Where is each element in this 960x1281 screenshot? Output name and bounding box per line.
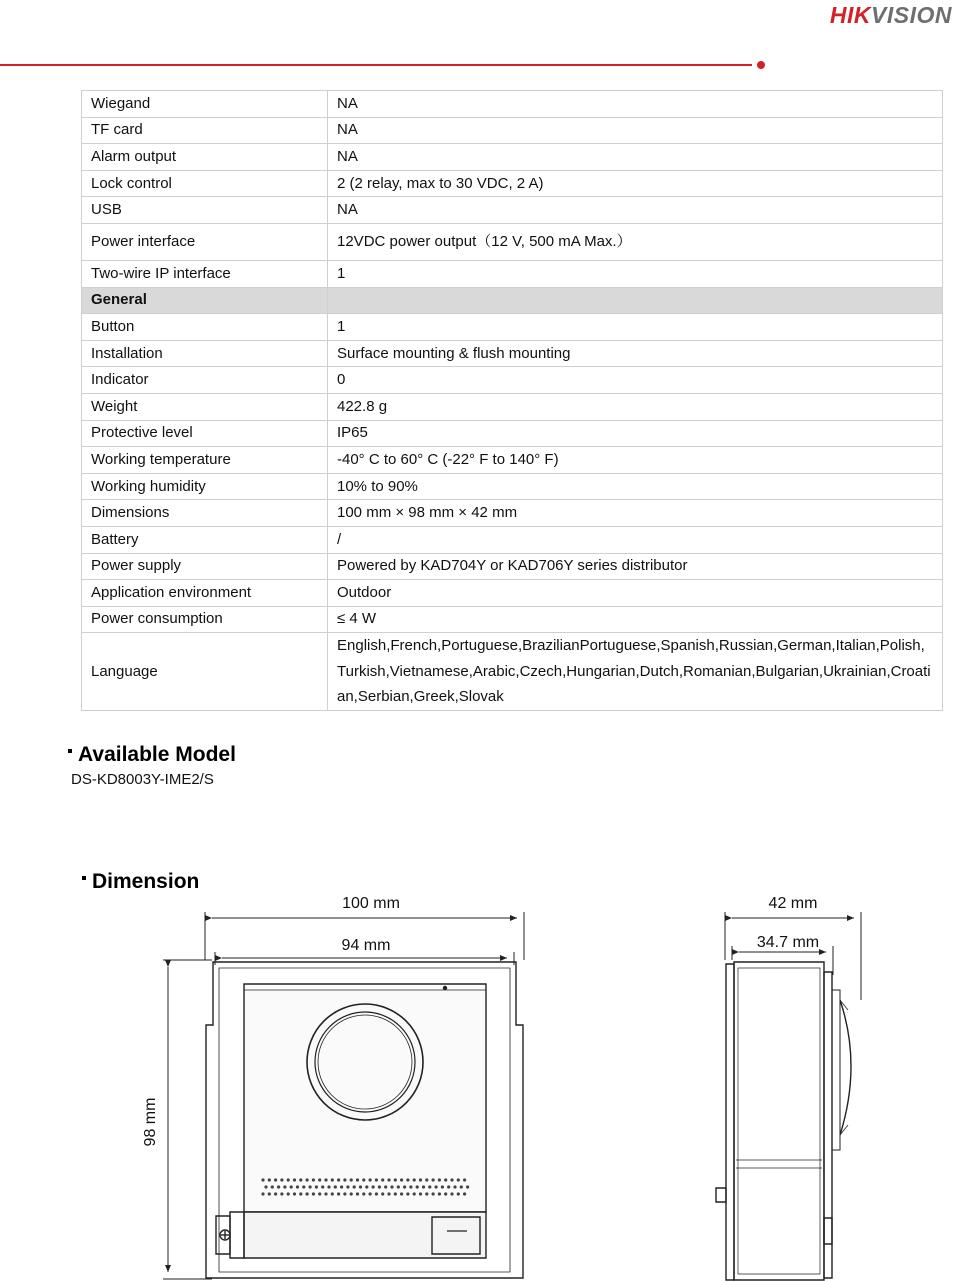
spec-value: -40° C to 60° C (-22° F to 140° F): [328, 447, 943, 474]
spec-key: Lock control: [82, 170, 328, 197]
speaker-hole: [280, 1192, 283, 1195]
speaker-hole: [378, 1185, 381, 1188]
speaker-hole: [460, 1185, 463, 1188]
spec-value: NA: [328, 117, 943, 144]
speaker-hole: [457, 1192, 460, 1195]
spec-key: Application environment: [82, 580, 328, 607]
speaker-hole: [444, 1192, 447, 1195]
speaker-hole: [299, 1178, 302, 1181]
speaker-hole: [362, 1192, 365, 1195]
speaker-hole: [302, 1185, 305, 1188]
speaker-hole: [381, 1192, 384, 1195]
speaker-hole: [293, 1192, 296, 1195]
speaker-hole: [283, 1185, 286, 1188]
speaker-hole: [457, 1178, 460, 1181]
speaker-hole: [287, 1192, 290, 1195]
speaker-hole: [432, 1178, 435, 1181]
spec-key: Installation: [82, 340, 328, 367]
spec-key: Battery: [82, 526, 328, 553]
speaker-hole: [350, 1178, 353, 1181]
speaker-hole: [397, 1185, 400, 1188]
speaker-hole: [428, 1185, 431, 1188]
spec-value: Powered by KAD704Y or KAD706Y series distributor: [328, 553, 943, 580]
hikvision-logo: HIKVISION: [829, 2, 952, 28]
speaker-hole: [387, 1192, 390, 1195]
speaker-hole: [274, 1178, 277, 1181]
spec-key: Power consumption: [82, 606, 328, 633]
spec-value: IP65: [328, 420, 943, 447]
speaker-hole: [400, 1178, 403, 1181]
speaker-hole: [419, 1192, 422, 1195]
speaker-hole: [425, 1192, 428, 1195]
speaker-hole: [463, 1192, 466, 1195]
speaker-hole: [340, 1185, 343, 1188]
spec-value: 2 (2 relay, max to 30 VDC, 2 A): [328, 170, 943, 197]
speaker-hole: [441, 1185, 444, 1188]
spec-value: NA: [328, 91, 943, 118]
speaker-hole: [353, 1185, 356, 1188]
spec-value: 1: [328, 260, 943, 287]
width-outer-label: 100 mm: [342, 895, 400, 912]
speaker-hole: [274, 1192, 277, 1195]
speaker-hole: [287, 1178, 290, 1181]
speaker-hole: [261, 1178, 264, 1181]
depth-outer-dimension: [725, 912, 861, 1000]
speaker-hole: [409, 1185, 412, 1188]
spec-key: USB: [82, 197, 328, 224]
spec-value: 12VDC power output（12 V, 500 mA Max.）: [328, 223, 943, 260]
spec-key: Dimensions: [82, 500, 328, 527]
spec-value: NA: [328, 197, 943, 224]
spec-value: Surface mounting & flush mounting: [328, 340, 943, 367]
speaker-hole: [413, 1192, 416, 1195]
front-view-device: [206, 962, 523, 1278]
speaker-hole: [293, 1178, 296, 1181]
spec-key: Working humidity: [82, 473, 328, 500]
spec-value: 422.8 g: [328, 393, 943, 420]
speaker-hole: [438, 1178, 441, 1181]
speaker-hole: [331, 1192, 334, 1195]
speaker-hole: [331, 1178, 334, 1181]
speaker-hole: [346, 1185, 349, 1188]
speaker-hole: [425, 1178, 428, 1181]
spec-key: Alarm output: [82, 144, 328, 171]
speaker-hole: [453, 1185, 456, 1188]
spec-key: Working temperature: [82, 447, 328, 474]
speaker-hole: [356, 1178, 359, 1181]
spec-key: Wiegand: [82, 91, 328, 118]
speaker-hole: [277, 1185, 280, 1188]
spec-value: 100 mm × 98 mm × 42 mm: [328, 500, 943, 527]
speaker-hole: [403, 1185, 406, 1188]
speaker-hole: [422, 1185, 425, 1188]
speaker-hole: [324, 1192, 327, 1195]
speaker-hole: [359, 1185, 362, 1188]
speaker-hole: [306, 1192, 309, 1195]
speaker-hole: [375, 1178, 378, 1181]
spec-key: Indicator: [82, 367, 328, 394]
speaker-hole: [447, 1185, 450, 1188]
speaker-hole: [413, 1178, 416, 1181]
depth-inner-label: 34.7 mm: [756, 934, 820, 951]
speaker-hole: [264, 1185, 267, 1188]
speaker-hole: [463, 1178, 466, 1181]
speaker-hole: [356, 1192, 359, 1195]
spec-value: 1: [328, 314, 943, 341]
speaker-hole: [343, 1178, 346, 1181]
speaker-hole: [306, 1178, 309, 1181]
spec-key: Protective level: [82, 420, 328, 447]
speaker-hole: [394, 1178, 397, 1181]
spec-key: Language: [82, 633, 328, 711]
spec-value: Outdoor: [328, 580, 943, 607]
spec-key: Button: [82, 314, 328, 341]
speaker-hole: [381, 1178, 384, 1181]
height-dimension: [163, 960, 212, 1279]
speaker-hole: [261, 1192, 264, 1195]
speaker-hole: [369, 1192, 372, 1195]
speaker-hole: [387, 1178, 390, 1181]
speaker-hole: [450, 1192, 453, 1195]
spec-key: Two-wire IP interface: [82, 260, 328, 287]
spec-value: 0: [328, 367, 943, 394]
spec-key: Weight: [82, 393, 328, 420]
height-label: 98 mm: [142, 1097, 159, 1147]
speaker-hole: [435, 1185, 438, 1188]
speaker-hole: [438, 1192, 441, 1195]
speaker-hole: [390, 1185, 393, 1188]
depth-outer-label: 42 mm: [768, 895, 818, 912]
speaker-hole: [362, 1178, 365, 1181]
spec-value: NA: [328, 144, 943, 171]
spec-value: ≤ 4 W: [328, 606, 943, 633]
speaker-hole: [406, 1178, 409, 1181]
speaker-hole: [280, 1178, 283, 1181]
speaker-hole: [299, 1192, 302, 1195]
speaker-hole: [375, 1192, 378, 1195]
side-view-device: [716, 962, 851, 1280]
speaker-hole: [318, 1192, 321, 1195]
speaker-hole: [419, 1178, 422, 1181]
spec-value: /: [328, 526, 943, 553]
speaker-hole: [432, 1192, 435, 1195]
speaker-hole: [394, 1192, 397, 1195]
speaker-hole: [318, 1178, 321, 1181]
speaker-hole: [416, 1185, 419, 1188]
spec-key: Power interface: [82, 223, 328, 260]
speaker-hole: [312, 1192, 315, 1195]
speaker-hole: [400, 1192, 403, 1195]
speaker-hole: [450, 1178, 453, 1181]
section-title: General: [82, 287, 328, 314]
width-inner-label: 94 mm: [341, 937, 391, 954]
spec-key: TF card: [82, 117, 328, 144]
speaker-hole: [321, 1185, 324, 1188]
speaker-hole: [315, 1185, 318, 1188]
speaker-hole: [337, 1192, 340, 1195]
speaker-hole: [334, 1185, 337, 1188]
speaker-hole: [365, 1185, 368, 1188]
speaker-hole: [327, 1185, 330, 1188]
speaker-hole: [271, 1185, 274, 1188]
spec-value: 10% to 90%: [328, 473, 943, 500]
language-list: English,French,Portuguese,BrazilianPortuguese,Spanish,Russian,German,Italian,Polish,Turkish,Vietnamese,Arabic,Czech,Hungarian,Dutch,Romanian,Bulgarian,Ukrainian,Croatian,Serbian,Greek,Slovak: [337, 637, 931, 706]
speaker-hole: [372, 1185, 375, 1188]
speaker-hole: [268, 1178, 271, 1181]
speaker-hole: [296, 1185, 299, 1188]
speaker-hole: [343, 1192, 346, 1195]
speaker-hole: [268, 1192, 271, 1195]
speaker-hole: [337, 1178, 340, 1181]
model-number: DS-KD8003Y-IME2/S: [71, 771, 214, 788]
speaker-hole: [290, 1185, 293, 1188]
speaker-hole: [369, 1178, 372, 1181]
available-model-heading: Available Model: [68, 743, 236, 767]
speaker-hole: [312, 1178, 315, 1181]
dimension-heading: Dimension: [82, 870, 199, 894]
speaker-hole: [466, 1185, 469, 1188]
spec-key: Power supply: [82, 553, 328, 580]
speaker-hole: [350, 1192, 353, 1195]
speaker-hole: [324, 1178, 327, 1181]
speaker-hole: [406, 1192, 409, 1195]
speaker-hole: [384, 1185, 387, 1188]
speaker-hole: [309, 1185, 312, 1188]
speaker-hole: [444, 1178, 447, 1181]
